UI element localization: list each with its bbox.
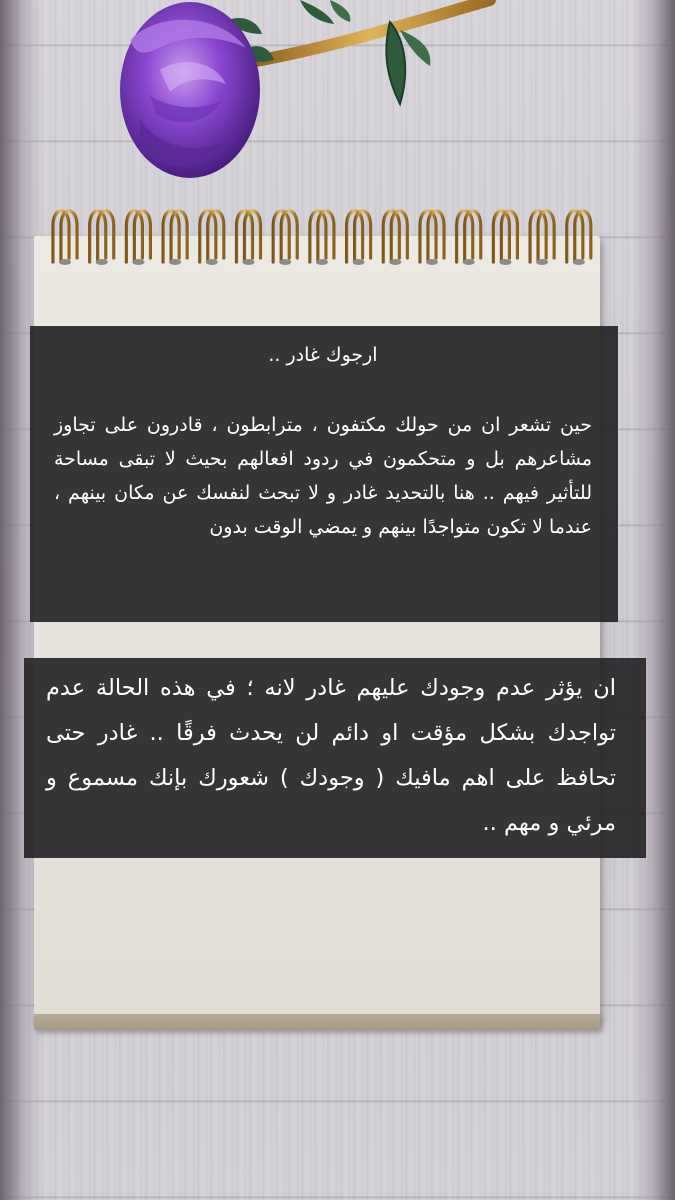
ring-hole <box>243 259 255 265</box>
caption-heading: ارجوك غادر .. <box>268 344 378 366</box>
caption-box-top <box>30 326 618 622</box>
caption-paragraph-one: حين تشعر ان من حولك مكتفون ، مترابطون ، قادرون على تجاوز مشاعرهم بل و متحكمون في ردود افعالهم بحيث لا تبقى مساحة للتأثير فيهم .. هنا بالتحديد غادر و لا تبحث لنفسك عن مكان بينهم ، عندما لا تكون متواجدًا بينهم و يمضي الوقت بدون <box>54 414 592 538</box>
ring-hole <box>499 259 511 265</box>
ring-hole <box>279 259 291 265</box>
caption-box-bottom <box>24 658 646 858</box>
ring-hole <box>353 259 365 265</box>
ring-hole <box>573 259 585 265</box>
caption-paragraph-two: ان يؤثر عدم وجودك عليهم غادر لانه ؛ في هذه الحالة عدم تواجدك بشكل مؤقت او دائم لن يحدث فرقًا .. غادر حتى تحافظ على اهم مافيك ( وجودك ) شعورك بإنك مسموع و مرئي و مهم .. <box>46 675 616 836</box>
ring-hole <box>536 259 548 265</box>
ring-hole <box>463 259 475 265</box>
spiral-binding <box>0 0 675 280</box>
ring-hole <box>206 259 218 265</box>
ring-hole <box>59 259 71 265</box>
ring-hole <box>96 259 108 265</box>
ring-hole <box>316 259 328 265</box>
ring-hole <box>389 259 401 265</box>
ring-hole <box>426 259 438 265</box>
ring-hole <box>132 259 144 265</box>
notebook-cover-edge <box>34 1014 600 1030</box>
ring-hole <box>169 259 181 265</box>
